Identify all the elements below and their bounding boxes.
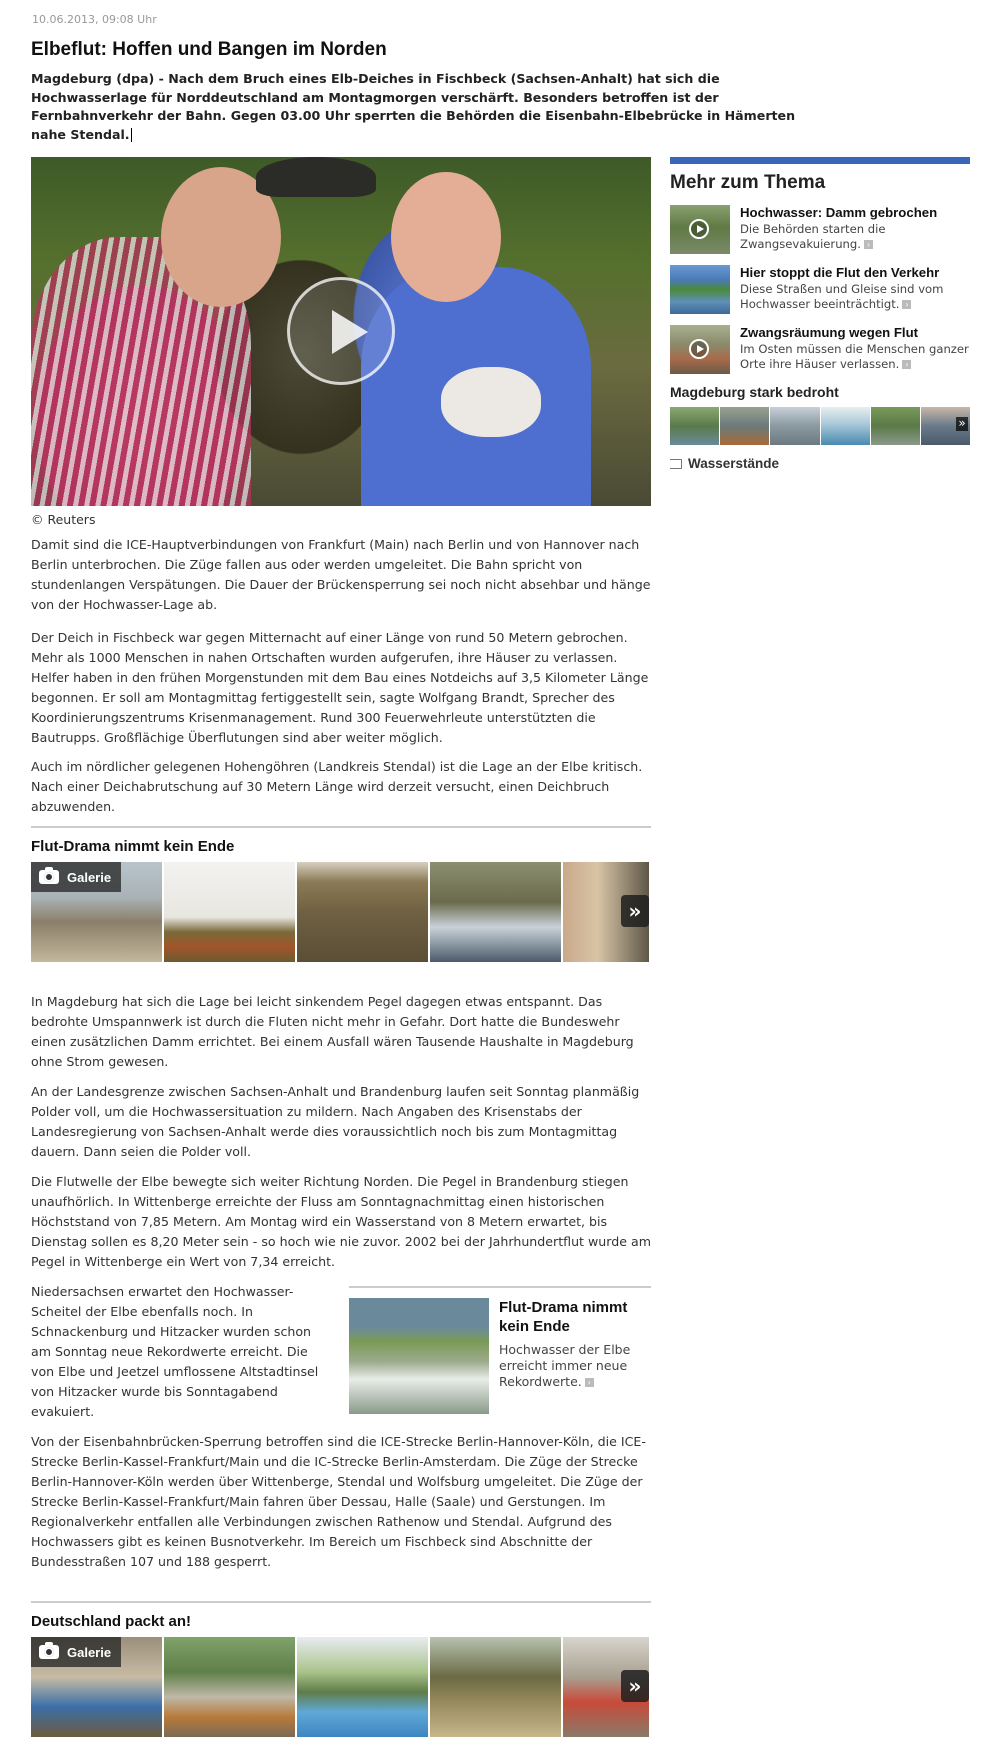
camera-icon <box>39 870 59 884</box>
sidebar-item-text-body: Die Behörden starten die Zwangsevakuierung. <box>740 222 886 251</box>
gallery-title: Flut-Drama nimmt kein Ende <box>31 838 235 855</box>
sidebar-item-text-body: Diese Straßen und Gleise sind vom Hochwasser beeinträchtigt. <box>740 282 944 311</box>
sidebar-item-title[interactable]: Hier stoppt die Flut den Verkehr <box>740 265 940 280</box>
sidebar-thumbnail[interactable] <box>670 325 730 374</box>
gallery-title: Deutschland packt an! <box>31 1613 192 1630</box>
sidebar-thumbnail[interactable] <box>670 205 730 254</box>
article-date: 10.06.2013, 09:08 Uhr <box>32 13 157 26</box>
gallery-thumbnail[interactable] <box>297 1637 428 1737</box>
divider <box>31 1601 651 1603</box>
more-icon[interactable]: › <box>902 360 911 369</box>
gallery-strip[interactable] <box>31 862 651 962</box>
article-paragraph: In Magdeburg hat sich die Lage bei leicht sinkendem Pegel dagegen etwas entspannt. Das bedrohte Umspannwerk ist durch die Fluten nicht mehr in Gefahr. Dort hatte die Bundeswehr einen zusätzlichen Damm errichtet. Bei einem Ausfall wären Tausende Haushalte in Magdeburg ohne Strom gewesen. <box>31 994 634 1069</box>
next-arrow-icon[interactable]: » <box>621 1670 649 1702</box>
gallery-thumbnail[interactable] <box>430 862 561 962</box>
sidebar-item-text <box>740 222 970 252</box>
article-paragraph: Der Deich in Fischbeck war gegen Mitternacht auf einer Länge von rund 50 Metern gebrochen. Mehr als 1000 Menschen in nahen Ortschaften wurden aufgerufen, ihre Häuser zu verlassen. Helfer haben in den frühen Morgenstunden mit dem Bau eines Notdeichs auf 3,5 Kilometer Länge begonnen. Er soll am Montagmittag fertiggestellt sein, sagte Wolfgang Brandt, Sprecher des Koordinierungszentrums Krisenmanagement. Rund 300 Feuerwehrleute unterstützten die Bautrupps. Großflächige Überflutungen sind aber weiter möglich. <box>31 630 649 745</box>
article-paragraph: Auch im nördlicher gelegenen Hohengöhren (Landkreis Stendal) ist die Lage an der Elbe kritisch. Nach einer Deichabrutschung auf 30 Metern Länge wird derzeit versucht, einen Deichbruch abzuwenden. <box>31 759 643 814</box>
gallery-badge[interactable] <box>31 862 121 892</box>
more-icon[interactable]: › <box>902 300 911 309</box>
water-levels-label: Wasserstände <box>688 456 780 471</box>
gallery-badge[interactable] <box>31 1637 121 1667</box>
video-credit: © Reuters <box>31 512 96 527</box>
sidebar-gallery-strip[interactable] <box>670 407 970 445</box>
play-icon[interactable] <box>287 277 395 385</box>
text-cursor <box>131 128 132 142</box>
sidebar-item[interactable] <box>670 265 970 314</box>
gallery-thumbnail[interactable] <box>821 407 870 445</box>
more-icon[interactable]: › <box>864 240 873 249</box>
inline-teaser[interactable] <box>349 1286 651 1414</box>
gallery-thumbnail[interactable] <box>164 862 295 962</box>
camera-icon <box>39 1645 59 1659</box>
gallery-strip[interactable] <box>31 1637 651 1737</box>
sidebar-item-text <box>740 342 970 372</box>
video-scene <box>441 367 541 437</box>
article-lead <box>31 70 821 144</box>
external-link-icon <box>670 459 682 469</box>
divider <box>31 826 651 828</box>
more-icon[interactable]: › <box>585 1378 594 1387</box>
sidebar-item-title[interactable]: Hochwasser: Damm gebrochen <box>740 205 938 220</box>
video-scene <box>256 157 376 197</box>
article-paragraph: Die Flutwelle der Elbe bewegte sich weiter Richtung Norden. Die Pegel in Brandenburg stiegen unaufhörlich. In Wittenberge erreichte der Fluss am Sonntagnachmittag einen historischen Höchststand von 7,85 Metern. Am Montag wird ein Wasserstand von 8 Metern erwartet, bis Dienstag sollen es 8,20 Meter sein - so hoch wie nie zuvor. 2002 bei der Jahrhundertflut wurde am Pegel in Wittenberge ein Wert von 7,34 erreicht. <box>31 1174 651 1269</box>
gallery-badge-label: Galerie <box>67 1644 112 1660</box>
teaser-title[interactable]: Flut-Drama nimmt kein Ende <box>499 1299 628 1335</box>
article-title: Elbeflut: Hoffen und Bangen im Norden <box>31 39 387 60</box>
next-arrow-icon[interactable]: » <box>621 895 649 927</box>
sidebar-accent-bar <box>670 157 970 164</box>
gallery-thumbnail[interactable] <box>164 1637 295 1737</box>
article-paragraph: An der Landesgrenze zwischen Sachsen-Anhalt und Brandenburg laufen seit Sonntag planmäßig Polder voll, um die Hochwassersituation zu mildern. Nach Angaben des Krisenstabs der Landesregierung von Sachsen-Anhalt werde dies voraussichtlich noch bis zum Montagmittag dauern. Dann seien die Polder voll. <box>31 1084 640 1159</box>
gallery-thumbnail[interactable] <box>720 407 769 445</box>
sidebar-item-text <box>740 282 970 312</box>
gallery-thumbnail[interactable] <box>430 1637 561 1737</box>
gallery-thumbnail[interactable] <box>670 407 719 445</box>
play-icon <box>689 219 709 239</box>
gallery-badge-label: Galerie <box>67 869 112 885</box>
lead-text: Magdeburg (dpa) - Nach dem Bruch eines Elb-Deiches in Fischbeck (Sachsen-Anhalt) hat sich die Hochwasserlage für Norddeutschland am Montagmorgen verschärft. Besonders betroffen ist der Fernbahnverkehr der Bahn. Gegen 03.00 Uhr sperrten die Behörden die Eisenbahn-Elbebrücke in Hämerten nahe Stendal. <box>31 71 796 142</box>
video-player[interactable] <box>31 157 651 506</box>
water-levels-link[interactable] <box>670 456 779 471</box>
video-scene <box>391 172 501 302</box>
sidebar-item-title[interactable]: Zwangsräumung wegen Flut <box>740 325 919 340</box>
sidebar-item[interactable] <box>670 205 970 254</box>
teaser-image[interactable] <box>349 1298 489 1414</box>
sidebar-title: Mehr zum Thema <box>670 172 826 193</box>
sidebar-item-text-body: Im Osten müssen die Menschen ganzer Orte ihre Häuser verlassen. <box>740 342 969 371</box>
gallery-thumbnail[interactable] <box>871 407 920 445</box>
gallery-thumbnail[interactable] <box>921 407 970 445</box>
sidebar-thumbnail[interactable] <box>670 265 730 314</box>
gallery-thumbnail[interactable] <box>297 862 428 962</box>
article-paragraph: Von der Eisenbahnbrücken-Sperrung betroffen sind die ICE-Strecke Berlin-Hannover-Köln, die ICE-Strecke Berlin-Kassel-Frankfurt/Main und die IC-Strecke Berlin-Amsterdam. Die Züge der Strecke Berlin-Hannover-Köln werden über Wittenberge, Stendal und Wolfsburg umgeleitet. Die Züge der Strecke Berlin-Kassel-Frankfurt/Main fahren über Dessau, Halle (Saale) und Gerstungen. Im Regionalverkehr entfallen alle Verbindungen zwischen Rathenow und Stendal. Aufgrund des Hochwassers gibt es keinen Busnotverkehr. Im Bereich um Fischbeck sind Abschnitte der Bundesstraßen 107 und 188 gesperrt. <box>31 1434 646 1569</box>
article-paragraph: Niedersachsen erwartet den Hochwasser-Scheitel der Elbe ebenfalls noch. In Schnackenburg und Hitzacker wurden schon am Sonntag neue Rekordwerte erreicht. Die von Elbe und Jeetzel umflossene Altstadtinsel von Hitzacker wurde bis Sonntagabend evakuiert. <box>31 1284 319 1419</box>
article-paragraph: Damit sind die ICE-Hauptverbindungen von Frankfurt (Main) nach Berlin und von Hannover nach Berlin unterbrochen. Die Züge fallen aus oder werden umgeleitet. Die Bahn spricht von stundenlangen Verspätungen. Die Dauer der Brückensperrung sei noch nicht absehbar und hänge von der Hochwasser-Lage ab. <box>31 537 651 612</box>
play-icon <box>689 339 709 359</box>
teaser-text-body: Hochwasser der Elbe erreicht immer neue Rekordwerte. <box>499 1342 631 1389</box>
teaser-text <box>499 1342 651 1390</box>
gallery-thumbnail[interactable] <box>770 407 819 445</box>
sidebar-item[interactable] <box>670 325 970 374</box>
sidebar-gallery-title: Magdeburg stark bedroht <box>670 384 839 400</box>
